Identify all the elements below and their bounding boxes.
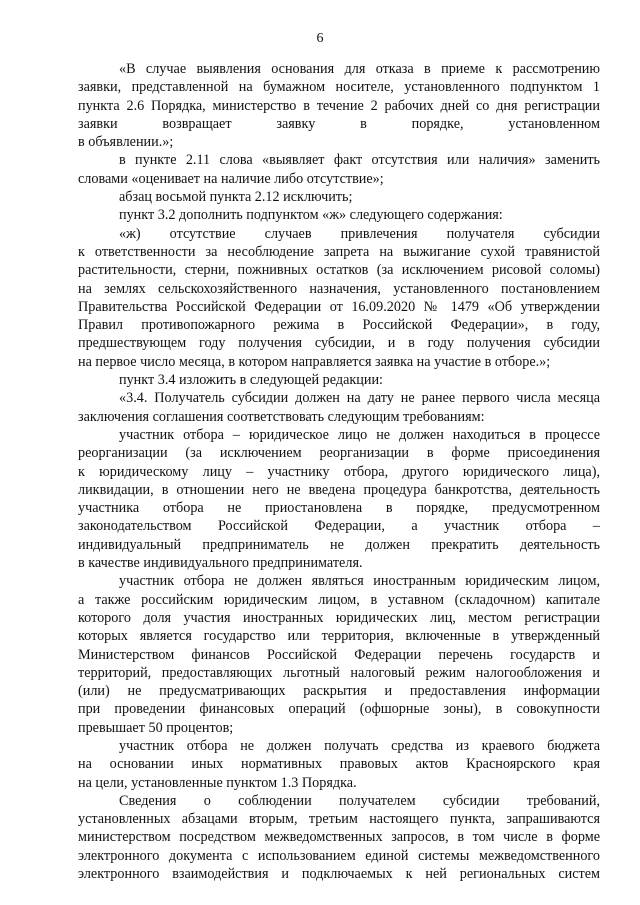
text-line: которых является государство или территория, включенные в утвержденный: [78, 628, 600, 645]
text-line: к юридическому лицу – участнику отбора, другого юридического лица),: [78, 463, 600, 480]
text-line: которого доля участия иностранных юридических лиц, местом регистрации: [78, 609, 600, 626]
text-line: (или) не предусматривающих раскрытия и предоставления информации: [78, 683, 600, 700]
text-line: пункт 3.4 изложить в следующей редакции:: [119, 372, 383, 389]
text-line: реорганизации (за исключением реорганизации в форме присоединения: [78, 445, 600, 462]
text-line: территорий, предоставляющих льготный налоговый режим налогообложения и: [78, 664, 600, 681]
text-line: «В случае выявления основания для отказа в приеме к рассмотрению: [119, 61, 600, 77]
text-line: словами «оценивает на наличие либо отсутствие»;: [78, 170, 384, 187]
text-line: в пункте 2.11 слова «выявляет факт отсутствия или наличия» заменить: [119, 152, 600, 169]
text-line: заявки, представленной на бумажном носителе, установленного подпунктом 1: [78, 79, 600, 96]
text-line: к ответственности за несоблюдение запрета на выжигание сухой травянистой: [78, 243, 600, 260]
text-line: на первое число месяца, в котором направляется заявка на участие в отборе.»;: [78, 353, 551, 370]
text-line: Правил противопожарного режима в Российской Федерации», в году,: [78, 317, 600, 334]
text-line: при проведении финансовых операций (офшорные зоны), в совокупности: [78, 701, 600, 718]
text-line: Правительства Российской Федерации от 16.09.2020 № 1479 «Об утверждении: [78, 298, 600, 315]
text-line: «3.4. Получатель субсидии должен на дату не ранее первого числа месяца: [119, 390, 600, 407]
text-line: в качестве индивидуального предпринимателя.: [78, 555, 363, 572]
text-line: участника отбора не приостановлена в порядке, предусмотренном: [78, 500, 600, 517]
text-line: заключения соглашения соответствовать следующим требованиям:: [78, 408, 485, 425]
text-line: участник отбора – юридическое лицо не должен находиться в процессе: [119, 426, 600, 443]
text-line: Сведения о соблюдении получателем субсидии требований,: [119, 792, 600, 809]
text-line: пункт 3.2 дополнить подпунктом «ж» следующего содержания:: [119, 207, 503, 224]
text-line: на основании иных нормативных правовых актов Красноярского края: [78, 756, 600, 773]
text-line: превышает 50 процентов;: [78, 719, 234, 736]
text-line: заявки возвращает заявку в порядке, установленном: [78, 115, 600, 132]
text-line: электронного взаимодействия и подключаемых к ней региональных систем: [78, 866, 600, 883]
text-line: Министерством финансов Российской Федерации перечень государств и: [78, 646, 600, 663]
text-line: установленных абзацами вторым, третьим настоящего пункта, запрашиваются: [78, 811, 600, 828]
text-line: предшествующем году получения субсидии, и в году получения субсидии: [78, 335, 600, 352]
text-line: электронного документа с использованием единой системы межведомственного: [78, 847, 600, 864]
text-line: участник отбора не должен являться иностранным юридическим лицом,: [119, 573, 600, 590]
text-line: растительности, стерни, пожнивных остатков (за исключением рисовой соломы): [78, 262, 600, 279]
text-line: ликвидации, в отношении него не введена процедура банкротства, деятельность: [78, 481, 600, 498]
document-body: [78, 60, 600, 883]
text-line: участник отбора не должен получать средства из краевого бюджета: [119, 737, 600, 754]
text-line: а также российским юридическим лицом, в уставном (складочном) капитале: [78, 591, 600, 608]
page-number: 6: [316, 31, 324, 46]
text-line: на землях сельскохозяйственного назначения, установленного постановлением: [78, 280, 600, 297]
text-line: законодательством Российской Федерации, а участник отбора –: [78, 518, 600, 535]
text-line: абзац восьмой пункта 2.12 исключить;: [119, 189, 353, 206]
text-line: пункта 2.6 Порядка, министерство в течение 2 рабочих дней со дня регистрации: [78, 97, 600, 114]
text-line: «ж) отсутствие случаев привлечения получателя субсидии: [119, 225, 600, 242]
text-line: индивидуальный предприниматель не должен прекратить деятельность: [78, 536, 600, 553]
text-line: на цели, установленные пунктом 1.3 Порядка.: [78, 774, 357, 791]
text-line: в объявлении.»;: [78, 134, 174, 151]
text-line: министерством посредством межведомственных запросов, в том числе в форме: [78, 829, 600, 846]
